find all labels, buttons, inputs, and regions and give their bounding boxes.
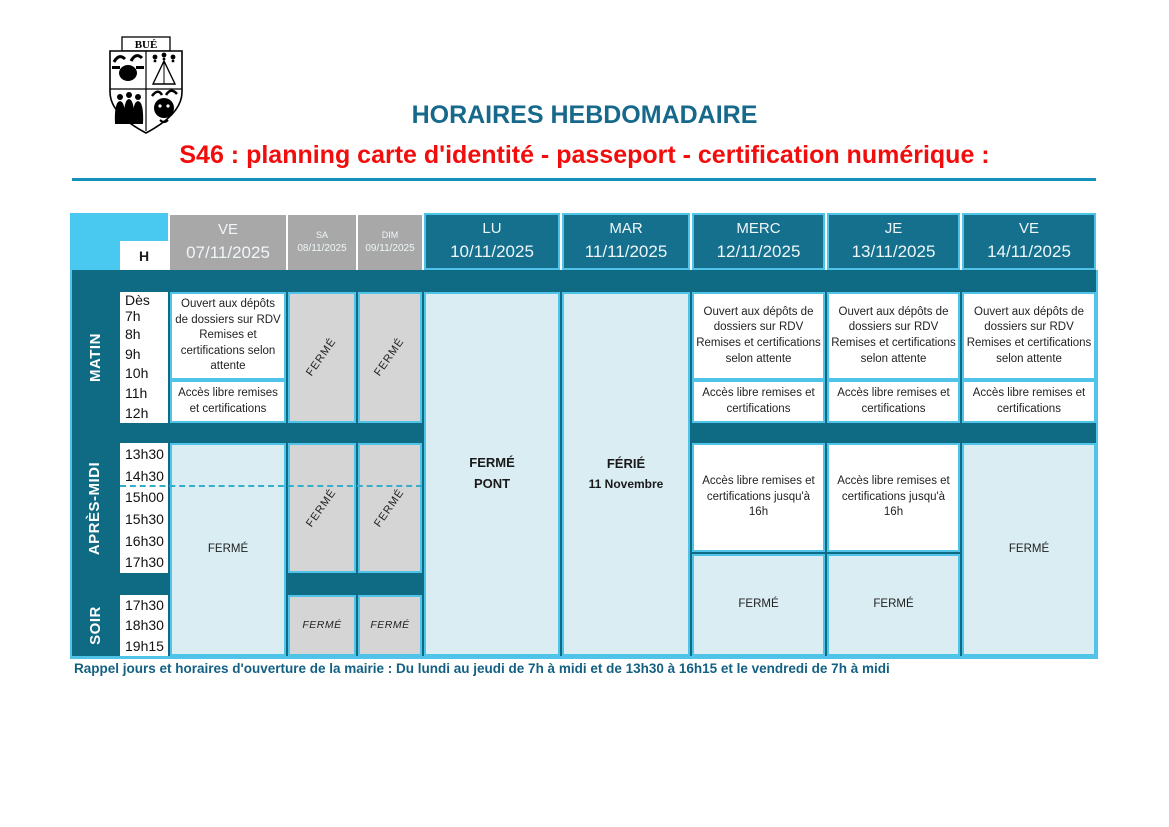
day-header-ve-0711	[170, 215, 286, 270]
day-label: VE	[217, 221, 238, 239]
cell-dim-matin-ferme: FERMÉ	[358, 292, 422, 423]
cell-ve1411-matin-libre: Accès libre remises et certifications	[962, 380, 1096, 423]
cell-lu-ferme-pont: FERMÉ PONT	[424, 292, 560, 656]
cell-sa-soir-ferme: FERMÉ	[288, 595, 356, 656]
day-header-lu-1011	[424, 213, 560, 270]
cell-sa-matin-ferme: FERMÉ	[288, 292, 356, 423]
cell-ve0711-matin-libre: Accès libre remises et certifications	[170, 380, 286, 423]
hour-label: 14h30	[125, 467, 164, 484]
cell-je-pm-libre16h: Accès libre remises et certifications jusqu'à 16h	[827, 443, 960, 552]
cell-dim-pm-ferme: FERMÉ	[358, 443, 422, 573]
day-date: 08/11/2025	[297, 242, 347, 254]
hour-label: 8h	[125, 325, 141, 342]
day-date: 14/11/2025	[987, 242, 1071, 262]
cell-merc-matin-rdv: Ouvert aux dépôts de dossiers sur RDV Remises et certifications selon attente	[692, 292, 825, 380]
day-label: VE	[1018, 220, 1039, 238]
hour-label: Dès 7h	[125, 292, 150, 324]
day-label: JE	[884, 220, 903, 238]
hour-label: 16h30	[125, 532, 164, 549]
section-label-soir: SOIR	[86, 606, 104, 645]
cell-merc-pm-libre16h: Accès libre remises et certifications jusqu'à 16h	[692, 443, 825, 552]
apres-midi-hours-column	[120, 443, 168, 573]
hour-label: 18h30	[125, 617, 164, 634]
page-subtitle: S46 : planning carte d'identité - passeport - certification numérique :	[179, 141, 990, 169]
day-label: MERC	[736, 220, 781, 238]
dashed-time-divider	[120, 485, 422, 487]
hour-label: 9h	[125, 345, 141, 362]
logo-banner-text: BUÉ	[134, 39, 158, 51]
cell-ve1411-pm-ferme: FERMÉ	[962, 443, 1096, 656]
cell-sa-pm-ferme: FERMÉ	[288, 443, 356, 573]
section-label-apres-midi: APRÈS-MIDI	[86, 461, 104, 555]
cell-mar-ferie: FÉRIÉ 11 Novembre	[562, 292, 690, 656]
day-date: 09/11/2025	[365, 242, 415, 254]
matin-hours-column	[120, 292, 168, 423]
cell-dim-soir-ferme: FERMÉ	[358, 595, 422, 656]
cell-ve0711-pm-ferme: FERMÉ	[170, 443, 286, 656]
cell-ve0711-matin-rdv: Ouvert aux dépôts de dossiers sur RDV Remises et certifications selon attente	[170, 292, 286, 380]
day-header-ve-1411	[962, 213, 1096, 270]
cell-merc-matin-libre: Accès libre remises et certifications	[692, 380, 825, 423]
section-label-matin: MATIN	[86, 333, 104, 382]
hour-label: 15h30	[125, 510, 164, 527]
day-label: SA	[315, 229, 328, 240]
cell-merc-soir-ferme: FERMÉ	[692, 554, 825, 656]
hour-label: 10h	[125, 365, 149, 382]
cell-ve1411-matin-rdv: Ouvert aux dépôts de dossiers sur RDV Remises et certifications selon attente	[962, 292, 1096, 380]
hour-label: 19h15	[125, 637, 164, 654]
day-header-merc-1211	[692, 213, 825, 270]
hour-label: 12h	[125, 405, 149, 422]
hour-label: 15h00	[125, 489, 164, 506]
day-date: 12/11/2025	[716, 242, 801, 262]
hours-column-header: H	[120, 241, 168, 270]
day-label: LU	[482, 220, 502, 238]
weekly-schedule-table	[70, 211, 1098, 660]
cell-je-soir-ferme: FERMÉ	[827, 554, 960, 656]
cell-je-matin-libre: Accès libre remises et certifications	[827, 380, 960, 423]
hour-label: 17h30	[125, 597, 164, 614]
cell-je-matin-rdv: Ouvert aux dépôts de dossiers sur RDV Remises et certifications selon attente	[827, 292, 960, 380]
day-date: 10/11/2025	[450, 242, 534, 262]
day-date: 07/11/2025	[186, 243, 270, 263]
day-header-sa-0811	[288, 215, 356, 270]
hour-label: 11h	[125, 385, 148, 402]
day-header-dim-0911	[358, 215, 422, 270]
footer-note: Rappel jours et horaires d'ouverture de la mairie : Du lundi au jeudi de 7h à midi et de 13h30 à 16h15 et le vendredi de 7h à midi	[74, 661, 890, 676]
soir-hours-column	[120, 595, 168, 656]
day-header-je-1311	[827, 213, 960, 270]
day-date: 11/11/2025	[584, 242, 668, 262]
page-title: HORAIRES HEBDOMADAIRE	[411, 101, 758, 129]
day-label: MAR	[609, 220, 643, 238]
day-date: 13/11/2025	[851, 242, 936, 262]
day-header-mar-1111	[562, 213, 690, 270]
day-label: DIM	[381, 229, 399, 240]
hour-label: 17h30	[125, 554, 164, 571]
title-underline	[72, 178, 1096, 181]
hour-label: 13h30	[125, 445, 164, 462]
